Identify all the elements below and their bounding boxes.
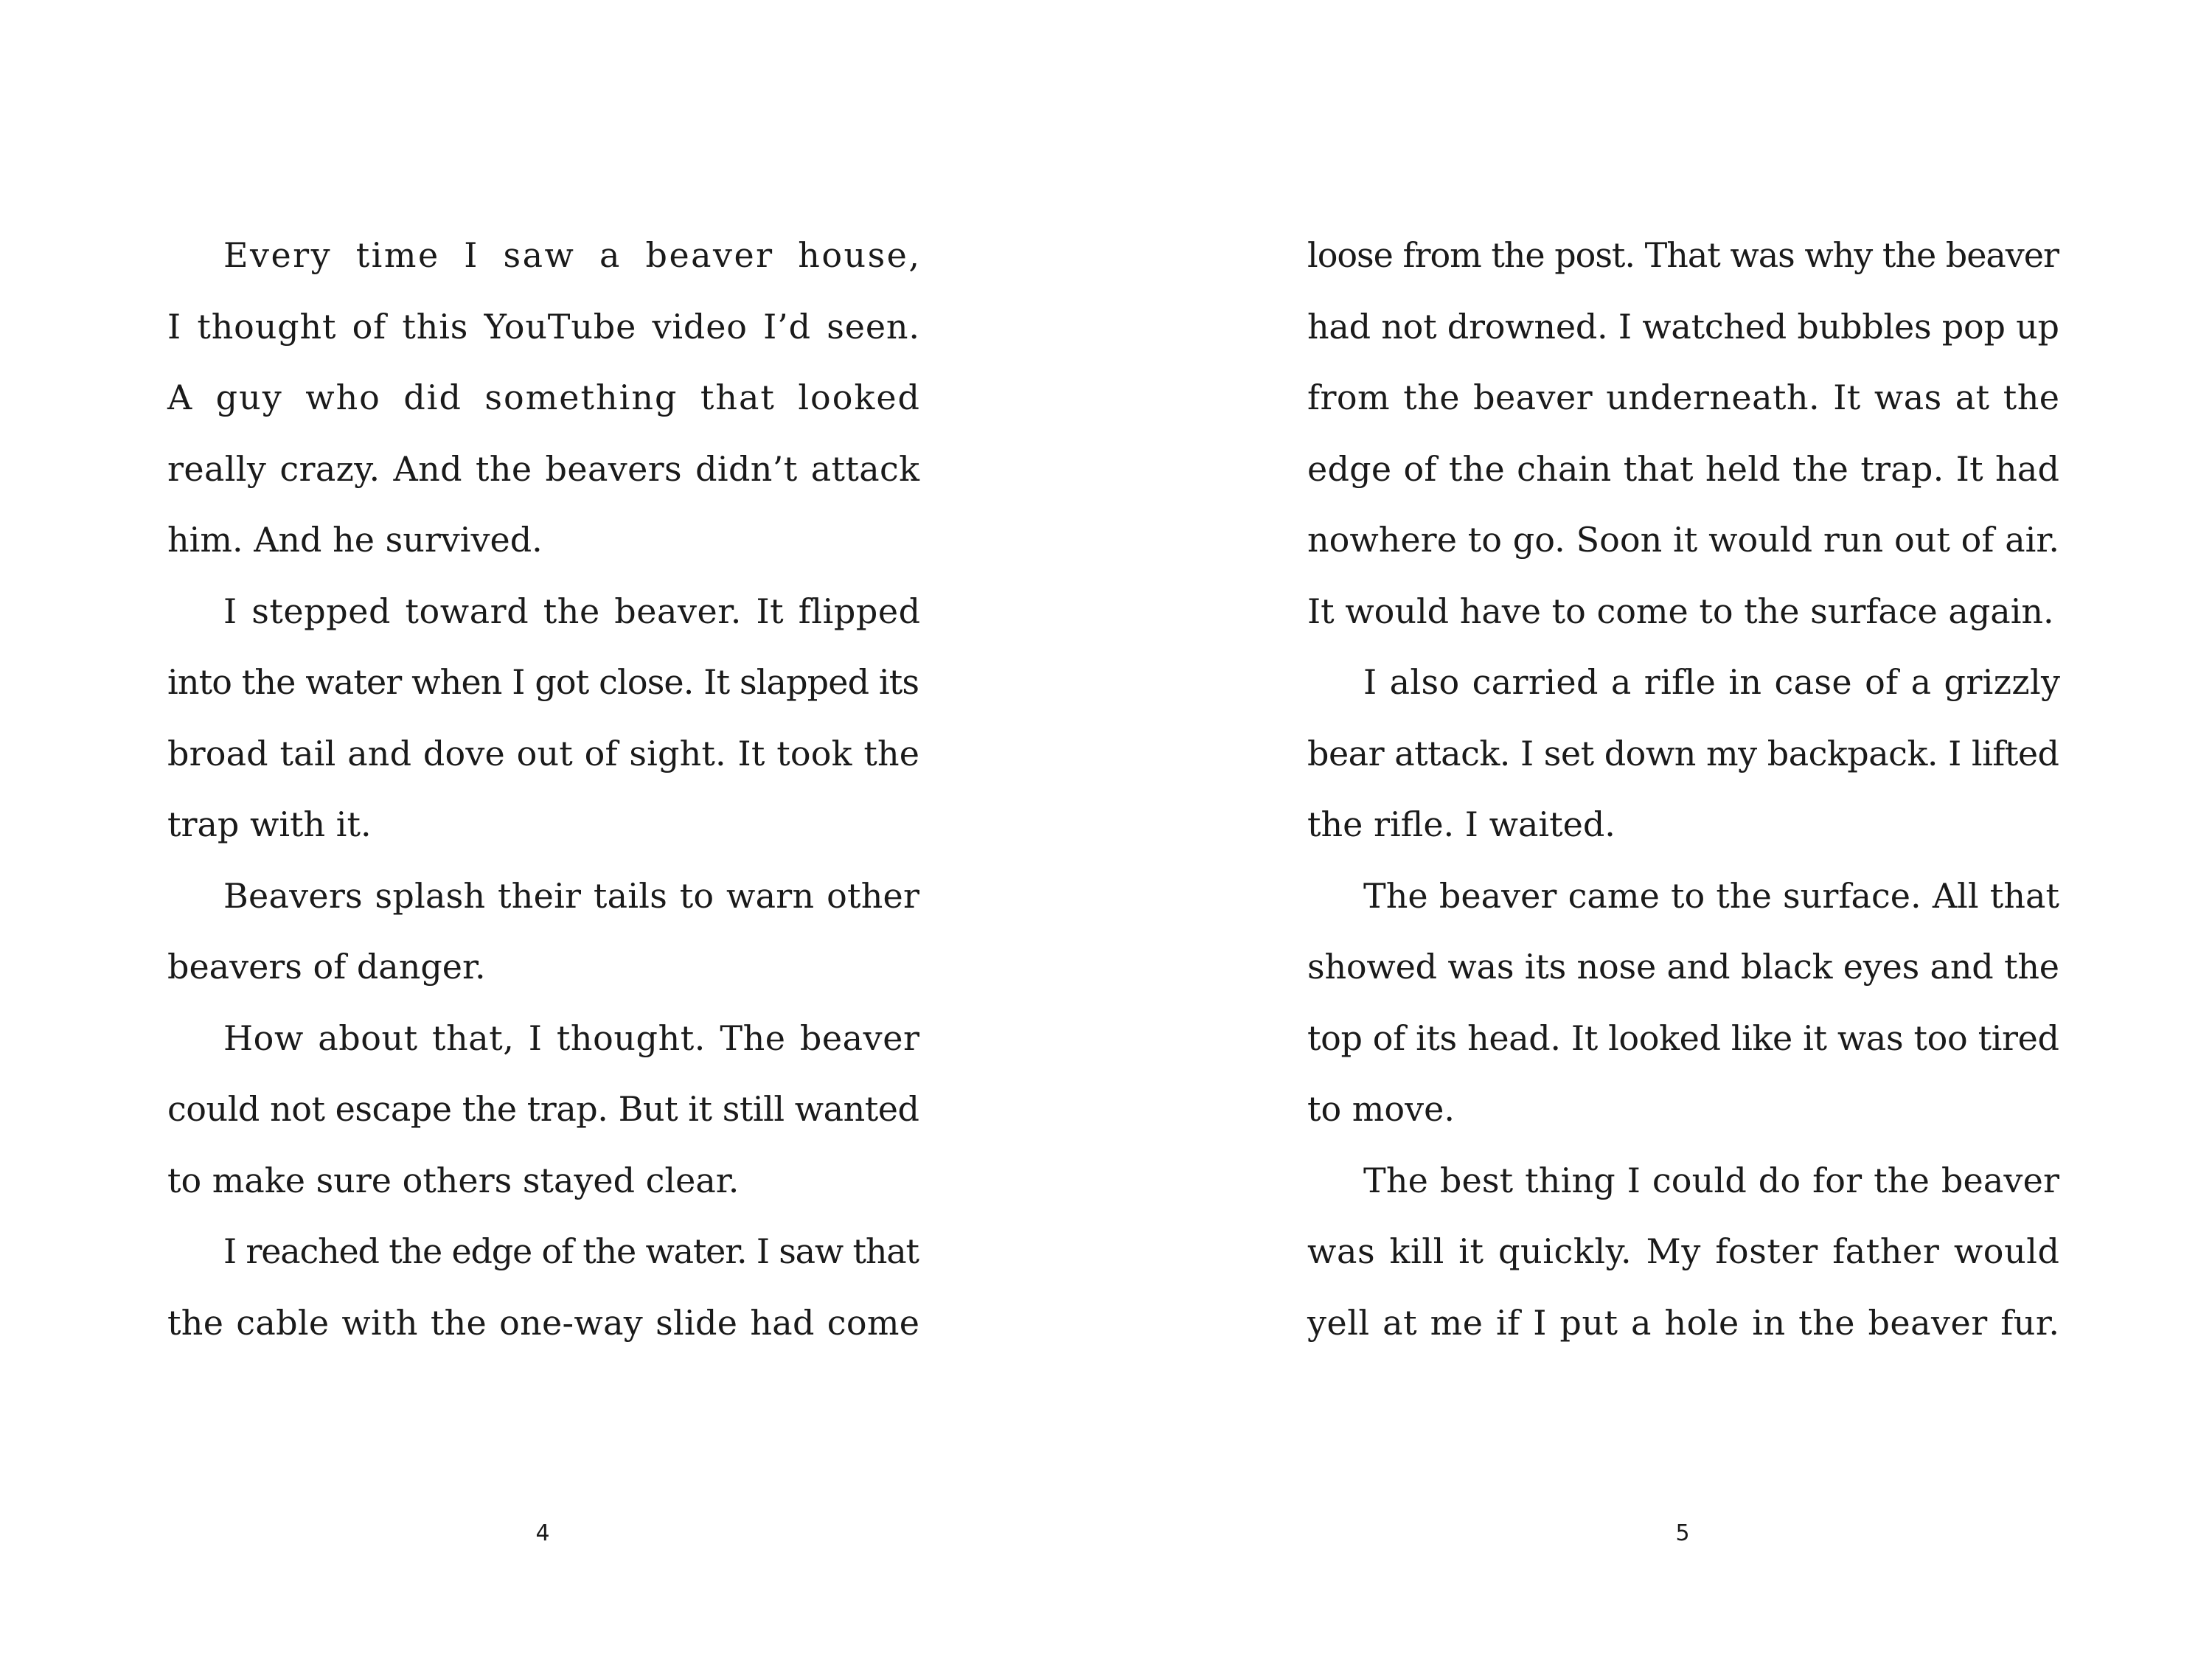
text-line: trap with it. bbox=[167, 804, 372, 844]
text-line: It would have to come to the surface again. bbox=[1307, 591, 2054, 631]
text-line: yell at me if I put a hole in the beaver fur. bbox=[1307, 1302, 2060, 1343]
text-line: really crazy. And the beavers didn’t attack bbox=[167, 448, 920, 489]
text-line: loose from the post. That was why the beaver bbox=[1307, 235, 2059, 275]
text-line: Beavers splash their tails to warn other bbox=[223, 875, 920, 916]
text-line: from the beaver underneath. It was at the bbox=[1307, 378, 2060, 417]
page-number: 5 bbox=[1675, 1520, 1690, 1546]
right-page-text bbox=[1307, 220, 2060, 1358]
text-line: top of its head. It looked like it was too tired bbox=[1307, 1018, 2059, 1058]
text-line: the rifle. I waited. bbox=[1307, 804, 1615, 844]
left-page-text bbox=[167, 220, 921, 1358]
text-line: could not escape the trap. But it still wanted bbox=[167, 1089, 919, 1129]
text-line: the cable with the one-way slide had come bbox=[167, 1302, 920, 1343]
text-line: I stepped toward the beaver. It flipped bbox=[223, 591, 921, 631]
text-line: showed was its nose and black eyes and the bbox=[1307, 947, 2059, 987]
text-line: I also carried a rifle in case of a grizzly bbox=[1363, 662, 2061, 702]
text-line: broad tail and dove out of sight. It took the bbox=[167, 733, 920, 773]
text-line: to make sure others stayed clear. bbox=[167, 1160, 740, 1200]
text-line: him. And he survived. bbox=[167, 520, 543, 560]
page-number: 4 bbox=[535, 1520, 550, 1546]
text-line: bear attack. I set down my backpack. I lifted bbox=[1307, 733, 2059, 773]
text-line: edge of the chain that held the trap. It had bbox=[1307, 448, 2060, 489]
text-line: The beaver came to the surface. All that bbox=[1363, 875, 2060, 916]
text-line: I reached the edge of the water. I saw that bbox=[223, 1231, 919, 1271]
text-line: was kill it quickly. My foster father would bbox=[1307, 1231, 2060, 1271]
text-line: had not drowned. I watched bubbles pop up bbox=[1307, 306, 2059, 347]
text-line: beavers of danger. bbox=[167, 947, 486, 987]
text-line: into the water when I got close. It slapped its bbox=[167, 662, 919, 702]
text-line: I thought of this YouTube video I’d seen. bbox=[167, 306, 920, 347]
text-line: Every time I saw a beaver house, bbox=[223, 235, 922, 275]
text-line: How about that, I thought. The beaver bbox=[223, 1018, 920, 1058]
text-line: to move. bbox=[1307, 1089, 1455, 1129]
text-line: A guy who did something that looked bbox=[167, 378, 921, 417]
text-line: The best thing I could do for the beaver bbox=[1363, 1160, 2060, 1200]
right-page bbox=[1106, 0, 2212, 1659]
text-line: nowhere to go. Soon it would run out of air. bbox=[1307, 520, 2060, 560]
